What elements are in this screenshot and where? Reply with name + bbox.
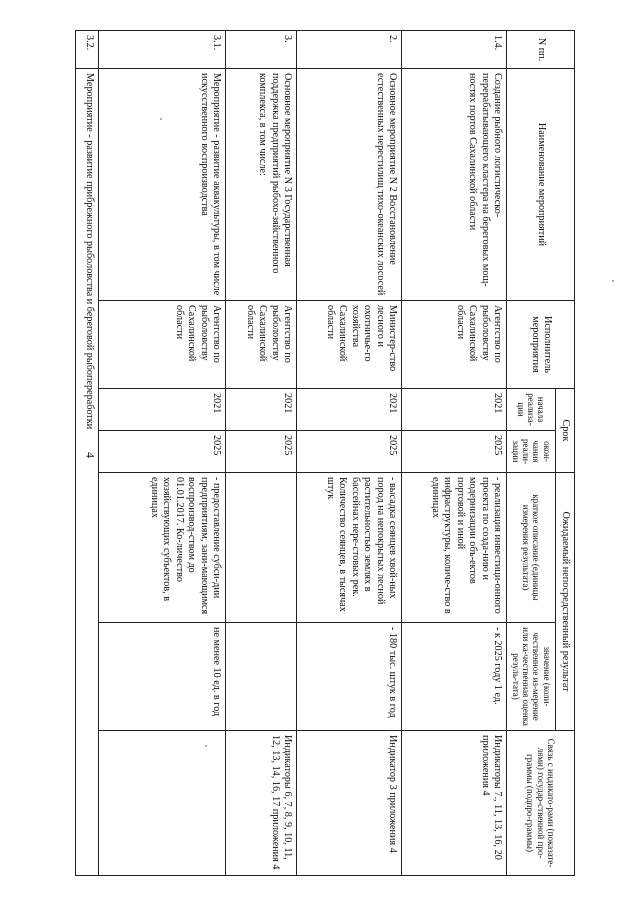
row-name: Основное мероприятие N 2 Восстановление естественных нерестилищ тихо-океанских лососей (297, 69, 402, 301)
row-start: 2021 (402, 389, 507, 431)
page-number: 4 (83, 452, 98, 458)
row-end: 2025 (402, 431, 507, 473)
table-row-final (76, 31, 99, 876)
header-link: Связь с индикато-рами (показате-лями) государ-ственной про-граммы (подпро-граммы) (507, 731, 575, 876)
header-result-desc: краткое описание (единицы измерения результата) (507, 473, 555, 623)
row-end: 2025 (99, 431, 226, 473)
row-result-desc (226, 473, 297, 623)
row-executor: Агентство по рыболовству Сахалинской области (226, 301, 297, 389)
row-executor: Министер-ство лесного и охотничье-го хозяйства Сахалинской области (297, 301, 402, 389)
row-num: 3. (226, 31, 297, 69)
table-row (297, 31, 402, 876)
header-result-value: значение (коли-чественное из-мерение или ка-чественная оценка резуль-тата) (507, 623, 555, 731)
header-executor: Исполнитель мероприятия (507, 301, 575, 389)
scan-speck (160, 118, 162, 120)
row-num: 3.1. (99, 31, 226, 69)
scan-speck (205, 745, 207, 747)
row-result-desc: - реализация инвестици-онного проекта по созда-нию и модернизации объ-ектов портовой и иной инфраструктуры, количе-ство в единицах (402, 473, 507, 623)
row-num: 1.4. (402, 31, 507, 69)
header-term-start: начала реализа-ции (507, 389, 555, 431)
row-result-desc: - высадка сеянцев хвой-ных пород на непокрытых лесной растительностью землях в бассейнах нере-стовых рек. Количество сеянцев, в тысячах штук (297, 473, 402, 623)
row-link: Индикаторы 7., 11, 13, 16, 20 приложения 4 (402, 731, 507, 876)
rotated-table-page (55, 30, 575, 875)
row-end: 2025 (226, 431, 297, 473)
scan-speck (612, 280, 614, 282)
table-row (99, 31, 226, 876)
table-row (402, 31, 507, 876)
row-start: 2021 (226, 389, 297, 431)
row-result-value: - к 2025 году 1 ед. (402, 623, 507, 731)
header-result: Ожидаемый непосредственный результат (555, 473, 574, 731)
row-result-value: - 180 тыс. штук в год (297, 623, 402, 731)
header-num: N пп. (507, 31, 575, 69)
header-row-top (555, 31, 574, 876)
row-link: Индикатор 3 приложения 4 (297, 731, 402, 876)
row-start: 2021 (99, 389, 226, 431)
row-num: 2. (297, 31, 402, 69)
row-end: 2025 (297, 431, 402, 473)
header-name: Наименование мероприятий (507, 69, 575, 301)
row-merged-text: Мероприятие - развитие прибрежного рыболовства и береговой рыбопереработки (76, 69, 99, 876)
row-result-desc: - предоставление субси-дии предприятиям, зани-мающимся воспроизвод-ством до 01.01.2017. Ко-личество хозяйствующих субъектов, в единицах (99, 473, 226, 623)
table-row (226, 31, 297, 876)
row-name: Основное мероприятие N 3 Государственная поддержка предприятий рыбохо-зяйственного комплекса, в том числе: (226, 69, 297, 301)
row-name: Создание рыбного логистическо-перерабатывающего кластера на береговых мощ-ностях портов Сахалинской области (402, 69, 507, 301)
row-link (99, 731, 226, 876)
row-result-value (226, 623, 297, 731)
row-name: Мероприятие - развитие аквакультуры, в том числе искусственного воспроизводства (99, 69, 226, 301)
row-start: 2021 (297, 389, 402, 431)
row-executor: Агентство по рыболовству Сахалинской области (402, 301, 507, 389)
row-result-value: не менее 10 ед. в год (99, 623, 226, 731)
measures-table (75, 30, 575, 876)
header-term: Срок (555, 389, 574, 473)
row-executor: Агентство по рыболовству Сахалинской области (99, 301, 226, 389)
row-num: 3.2. (76, 31, 99, 69)
header-term-end: окон-чания реали-зации (507, 431, 555, 473)
row-link: Индикаторы 6, 7, 8, 9, 10, 11, 12, 13, 14, 16, 17 приложения 4 (226, 731, 297, 876)
